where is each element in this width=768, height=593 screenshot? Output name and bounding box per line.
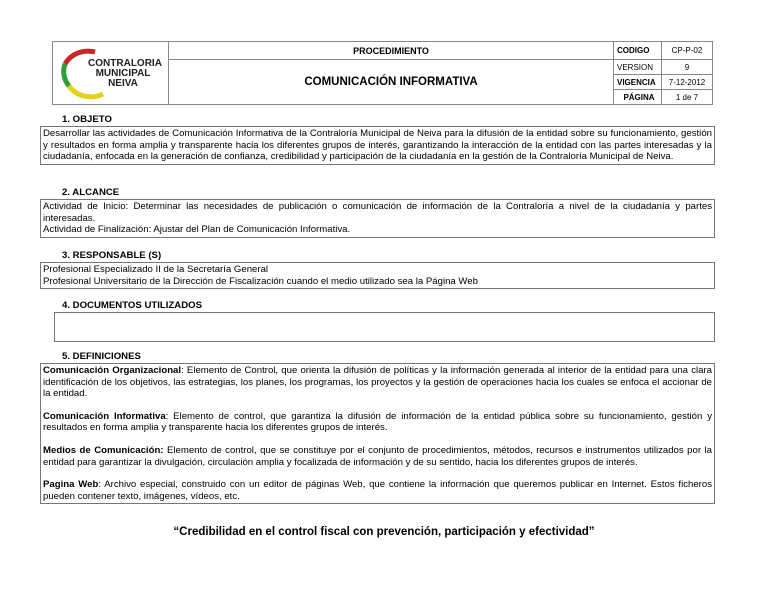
section-body — [40, 363, 715, 504]
field-label: PÁGINA — [614, 90, 662, 105]
field-value: 9 — [662, 60, 713, 75]
section-definiciones — [40, 351, 715, 504]
definition-text: : Archivo especial, construido con un editor de páginas Web, que contiene la información que queremos publicar en Internet. Estos ficheros pueden contener texto, imágenes, vídeos, etc. — [43, 479, 712, 502]
field-value: 7-12-2012 — [662, 75, 713, 90]
definition-term: Comunicación Organizacional — [43, 365, 182, 376]
section-body: Desarrollar las actividades de Comunicación Informativa de la Contraloría Municipal de Neiva para la difusión de la entidad sobre su funcionamiento, gestión y resultados en forma amplia y transparente hacia los diferentes grupos de interés, garantizando la interacción de la entidad con las partes interesadas y la ciudadanía, enfocada en la generación de confianza, credibilidad y participación de la ciudadanía en la gestión de la Contraloría Municipal de Neiva. — [40, 126, 715, 165]
svg-text:NEIVA: NEIVA — [107, 78, 138, 89]
footer-motto: “Credibilidad en el control fiscal con prevención, participación y efectividad” — [173, 526, 595, 538]
definition-text: Elemento de control, que se constituye por el conjunto de procedimientos, métodos, recursos e instrumentos utilizados por la entidad para garantizar la divulgación, circulación amplia y focalizada de información y de su sentido, hacia los diferentes grupos de interés. — [43, 444, 712, 468]
section-title: 5. DEFINICIONES — [62, 351, 141, 362]
field-value: CP-P-02 — [662, 42, 713, 60]
definition — [43, 411, 712, 434]
text-line: Actividad de Finalización: Ajustar del Plan de Comunicación Informativa. — [43, 224, 351, 236]
svg-text:CONTRALORIA: CONTRALORIA — [87, 58, 162, 69]
section-body-empty — [54, 312, 715, 342]
section-body — [40, 262, 715, 289]
section-body — [40, 199, 715, 238]
section-documentos — [40, 300, 715, 342]
section-title: 3. RESPONSABLE (S) — [62, 250, 162, 261]
definition — [43, 479, 712, 502]
text-line: Profesional Especializado II de la Secretaría General — [43, 264, 269, 275]
doc-type: PROCEDIMIENTO — [169, 42, 614, 60]
section-title: 1. OBJETO — [62, 114, 112, 125]
definition-term: Pagina Web — [43, 479, 99, 491]
section-title: 4. DOCUMENTOS UTILIZADOS — [62, 300, 203, 311]
definition-term: Medios de Comunicación: — [43, 444, 164, 456]
field-label: VERSION — [614, 60, 662, 75]
section-responsable — [40, 250, 715, 289]
doc-title: COMUNICACIÓN INFORMATIVA — [169, 60, 614, 105]
section-objeto — [40, 114, 715, 165]
definition — [43, 445, 712, 468]
definition — [43, 365, 712, 400]
text-line: Actividad de Inicio: Determinar las necesidades de publicación o comunicación de información de la Contraloría a nivel de la ciudadanía y partes interesadas. — [43, 201, 712, 224]
field-label: VIGENCIA — [614, 75, 662, 90]
definition-term: Comunicación Informativa — [43, 410, 166, 422]
section-alcance — [40, 187, 715, 238]
svg-text:MUNICIPAL: MUNICIPAL — [95, 68, 150, 79]
field-label: CODIGO — [614, 42, 662, 60]
logo — [53, 42, 169, 105]
document-header — [52, 41, 713, 105]
definition-text: : Elemento de Control, que orienta la difusión de políticas y la información generada al interior de la entidad para una clara identificación de los objetivos, las estrategias, los planes, los programas, los proyectos y la gestión de operaciones hacia los cuales se enfoca el accionar de la entidad. — [43, 365, 712, 400]
section-title: 2. ALCANCE — [62, 187, 120, 198]
definition-text: : Elemento de control, que garantiza la difusión de información de la entidad pública sobre su funcionamiento, gestión y resultados en forma amplia y transparente hacia los diferentes grupos de interés. — [43, 410, 712, 434]
field-value: 1 de 7 — [662, 90, 713, 105]
text-line: Profesional Universitario de la Dirección de Fiscalización cuando el medio utilizado sea la Página Web — [43, 275, 478, 287]
contraloria-logo-icon — [55, 44, 167, 100]
